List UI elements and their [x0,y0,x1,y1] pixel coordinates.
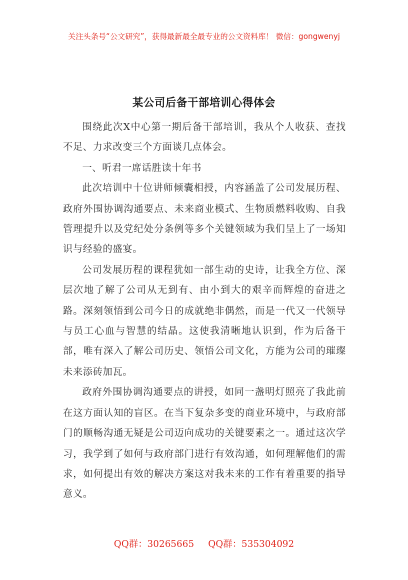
paragraph-intro: 围绕此次X中心第一期后备干部培训，我从个人收获、查找不足、力求改变三个方面谈几点体会。 [63,122,346,154]
footer-qq-group-2: QQ群：535304092 [208,539,295,550]
footer-contact [0,536,408,550]
paragraph-company-history: 公司发展历程的课程犹如一部生动的史诗，让我全方位、深层次地了解了公司从无到有、由小到大的艰辛而辉煌的奋进之路。深刻领悟到公司今日的成就绝非偶然，而是一代又一代领导与员工心血与智慧的结晶。这使我清晰地认识到，作为后备干部，唯有深入了解公司历史、领悟公司文化，方能为公司的璀璨未来添砖加瓦。 [63,264,346,378]
header-promo-banner: 关注头条号“公文研究”，获得最新最全最专业的公文资料库！ 微信：gongwenyj [68,32,340,41]
document-title: 某公司后备干部培训心得体会 [132,97,276,109]
section-heading-1: 一、听君一席话胜读十年书 [82,162,202,174]
document-body [63,118,346,506]
paragraph-training-overview: 此次培训中十位讲师倾囊相授，内容涵盖了公司发展历程、政府外围协调沟通要点、未来商业模式、生物质燃料收购、自我管理提升以及党纪处分条例等多个关键领域为我们呈上了一场知识与经验的盛宴。 [63,183,346,256]
footer-qq-group-1: QQ群：30265665 [113,539,195,550]
paragraph-government-communication: 政府外围协调沟通要点的讲授，如同一盏明灯照亮了我此前在这方面认知的盲区。在当下复杂多变的商业环境中，与政府部门的顺畅沟通无疑是公司迈向成功的关键要素之一。通过这次学习，我学到了如何与政府部门进行有效沟通，如何理解他们的需求，如何提出有效的解决方案这对我未来的工作有着重要的指导意义。 [63,387,346,501]
